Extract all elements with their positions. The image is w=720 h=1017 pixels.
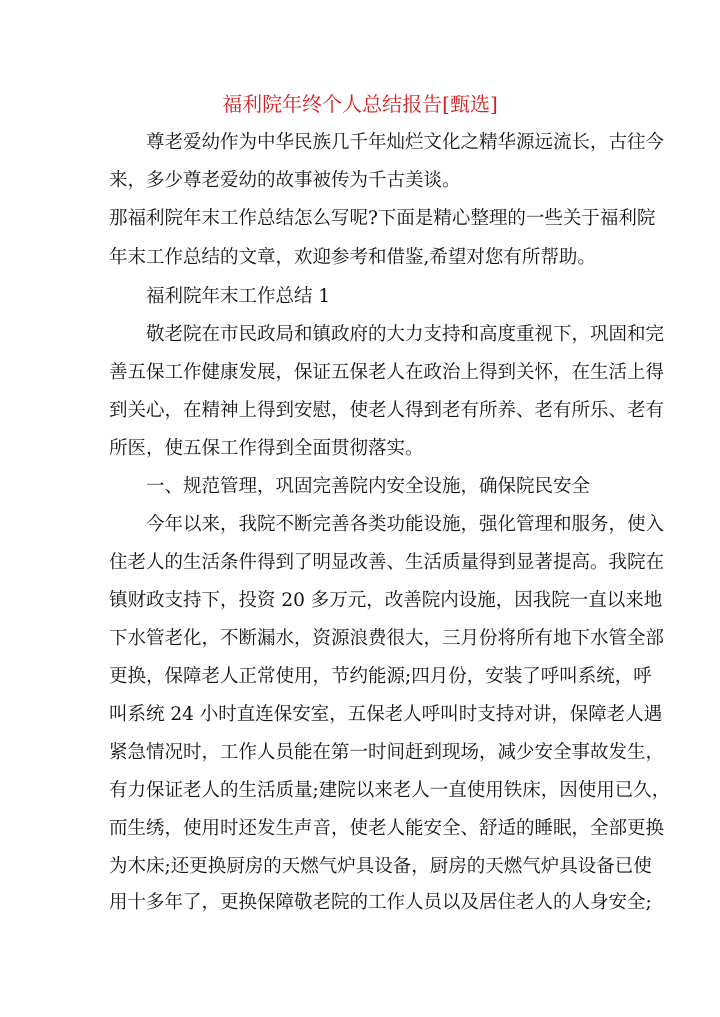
paragraph-line: 尊老爱幼作为中华民族几千年灿烂文化之精华源远流长，古往今 <box>146 132 665 153</box>
paragraph-line: 来，多少尊老爱幼的故事被传为千古美谈。 <box>109 170 461 191</box>
paragraph-line: 而生绣，使用时还发生声音，使老人能安全、舒适的睡眠，全部更换 <box>109 818 665 839</box>
paragraph-line: 下水管老化，不断漏水，资源浪费很大，三月份将所有地下水管全部 <box>109 628 665 649</box>
paragraph-line: 到关心，在精神上得到安慰，使老人得到老有所养、老有所乐、老有 <box>109 400 665 421</box>
document-title: 福利院年终个人总结报告[甄选] <box>222 92 498 116</box>
paragraph-line: 镇财政支持下，投资 20 多万元，改善院内设施，因我院一直以来地 <box>109 590 663 611</box>
paragraph-line: 更换，保障老人正常使用，节约能源;四月份，安装了呼叫系统，呼 <box>109 666 652 687</box>
paragraph-line: 今年以来，我院不断完善各类功能设施，强化管理和服务，使入 <box>146 514 665 535</box>
paragraph-line: 叫系统 24 小时直连保安室，五保老人呼叫时支持对讲，保障老人遇 <box>109 704 663 725</box>
paragraph-line: 善五保工作健康发展，保证五保老人在政治上得到关怀，在生活上得 <box>109 362 665 383</box>
paragraph-line: 那福利院年末工作总结怎么写呢?下面是精心整理的一些关于福利院 <box>109 208 656 229</box>
section-heading: 一、规范管理，巩固完善院内安全设施，确保院民安全 <box>146 476 591 497</box>
paragraph-line: 为木床;还更换厨房的天燃气炉具设备，厨房的天燃气炉具设备已使 <box>109 856 652 877</box>
paragraph-line: 紧急情况时，工作人员能在第一时间赶到现场，减少安全事故发生， <box>109 742 665 763</box>
paragraph-line: 住老人的生活条件得到了明显改善、生活质量得到显著提高。我院在 <box>109 552 665 573</box>
paragraph-line: 敬老院在市民政局和镇政府的大力支持和高度重视下，巩固和完 <box>146 324 665 345</box>
paragraph-line: 有力保证老人的生活质量;建院以来老人一直使用铁床，因使用已久， <box>109 780 671 801</box>
paragraph-line: 用十多年了，更换保障敬老院的工作人员以及居住老人的人身安全; <box>109 892 652 913</box>
section-heading: 福利院年末工作总结 1 <box>146 286 331 307</box>
paragraph-line: 所医，使五保工作得到全面贯彻落实。 <box>109 438 424 459</box>
paragraph-line: 年末工作总结的文章，欢迎参考和借鉴,希望对您有所帮助。 <box>109 247 596 268</box>
